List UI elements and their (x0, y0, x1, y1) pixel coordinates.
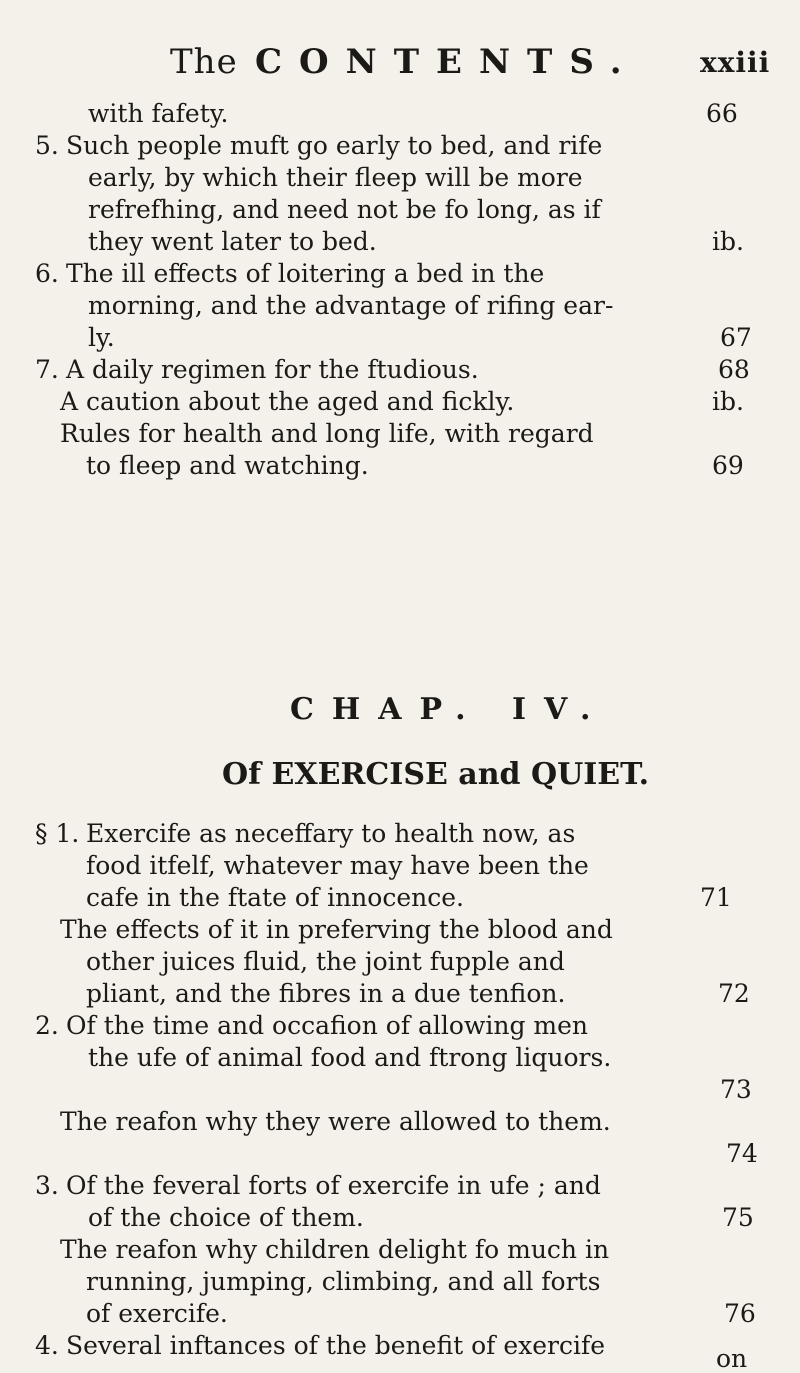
entry-page: 72 (718, 979, 750, 1008)
header-title: CONTENTS. (255, 42, 639, 82)
entry-number: 7. (35, 355, 59, 384)
entry-line: refrefhing, and need not be fo long, as if (88, 195, 601, 224)
entry-line: Several inftances of the benefit of exercife (66, 1331, 606, 1360)
entry-line: the ufe of animal food and ftrong liquors. (88, 1043, 612, 1072)
entry-page: 69 (712, 451, 744, 480)
running-header (0, 42, 800, 82)
entry-page: 73 (720, 1075, 752, 1104)
entry-line: early, by which their fleep will be more (88, 163, 583, 192)
entry-page: 76 (724, 1299, 756, 1328)
entry-line: morning, and the advantage of rifing ear- (88, 291, 614, 320)
entry-number: 5. (35, 131, 59, 160)
section-title: Of EXERCISE and QUIET. (222, 757, 650, 792)
entry-page: 75 (722, 1203, 754, 1232)
entry-line: with fafety. (88, 99, 229, 128)
entry-line: ly. (88, 323, 115, 352)
header-the: The (170, 42, 238, 82)
entry-line: to fleep and watching. (86, 451, 369, 480)
entry-line: Such people muft go early to bed, and rife (66, 131, 603, 160)
entry-page: 66 (706, 99, 738, 128)
entry-line: Exercife as neceffary to health now, as (86, 819, 576, 848)
entry-line: other juices fluid, the joint fupple and (86, 947, 565, 976)
entry-number: 4. (35, 1331, 59, 1360)
entry-line: The ill effects of loitering a bed in the (66, 259, 545, 288)
header-page-number: xxiii (700, 46, 771, 79)
entry-number: 3. (35, 1171, 59, 1200)
entry-number: 6. (35, 259, 59, 288)
entry-line: running, jumping, climbing, and all forts (86, 1267, 601, 1296)
entry-line: of exercife. (86, 1299, 228, 1328)
entry-number: § 1. (35, 819, 80, 848)
entry-line: The reafon why they were allowed to them. (60, 1107, 611, 1136)
entry-page: ib. (712, 227, 744, 256)
entry-line: Of the feveral forts of exercife in ufe ; and (66, 1171, 601, 1200)
entry-line: Of the time and occafion of allowing men (66, 1011, 589, 1040)
entry-line: food itfelf, whatever may have been the (86, 851, 589, 880)
entry-line: pliant, and the fibres in a due tenfion. (86, 979, 566, 1008)
entry-line: A daily regimen for the ftudious. (66, 355, 479, 384)
entry-line: A caution about the aged and fickly. (60, 387, 515, 416)
entry-page: 74 (726, 1139, 758, 1168)
entry-page: 68 (718, 355, 750, 384)
entry-line: of the choice of them. (88, 1203, 364, 1232)
entry-line: The effects of it in preferving the blood and (60, 915, 613, 944)
entry-line: they went later to bed. (88, 227, 377, 256)
catchword: on (716, 1344, 748, 1373)
entry-line: Rules for health and long life, with regard (60, 419, 594, 448)
entry-page: ib. (712, 387, 744, 416)
entry-line: cafe in the ftate of innocence. (86, 883, 464, 912)
entry-line: The reafon why children delight fo much in (60, 1235, 610, 1264)
entry-number: 2. (35, 1011, 59, 1040)
entry-page: 67 (720, 323, 752, 352)
entry-page: 71 (700, 883, 732, 912)
chapter-heading: CHAP. IV. (290, 692, 609, 727)
